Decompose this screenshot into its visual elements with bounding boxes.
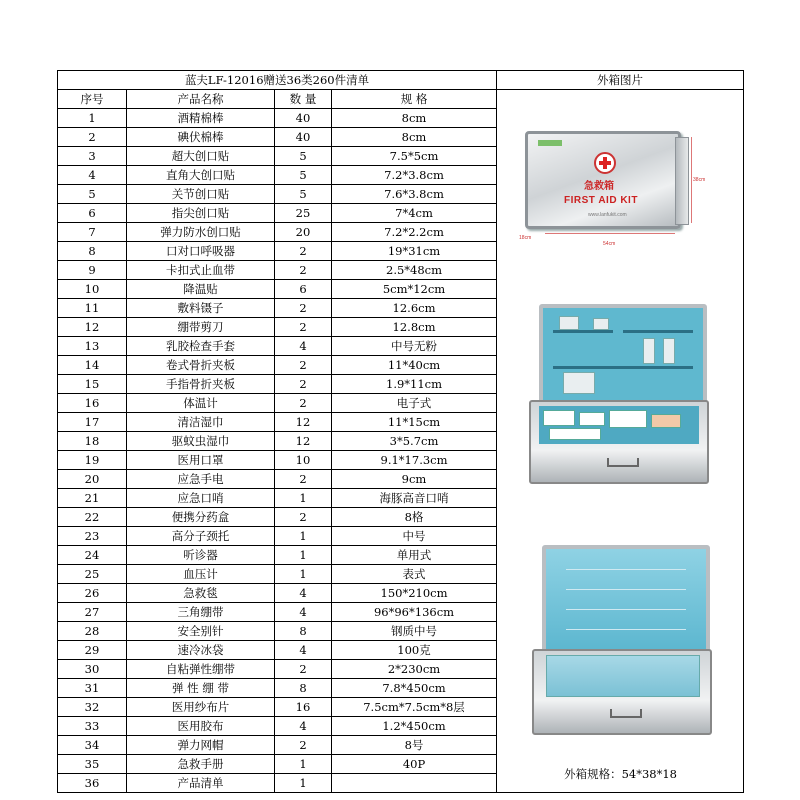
quantity: 25 (275, 204, 332, 223)
product-name: 急救毯 (127, 584, 275, 603)
spec: 1.9*11cm (332, 375, 497, 394)
column-header: 数 量 (275, 90, 332, 109)
case-handle (607, 458, 639, 467)
spec (332, 774, 497, 793)
dim-width: 54cm (603, 241, 616, 247)
product-name: 医用口罩 (127, 451, 275, 470)
spec: 海豚高音口哨 (332, 489, 497, 508)
case-label-en: FIRST AID KIT (564, 195, 638, 206)
row-index: 3 (58, 147, 127, 166)
row-index: 11 (58, 299, 127, 318)
checklist-table (57, 70, 744, 793)
checklist-sheet (57, 70, 743, 793)
spec: 表式 (332, 565, 497, 584)
list-title: 蓝夫LF-12016赠送36类260件清单 (58, 71, 497, 90)
row-index: 20 (58, 470, 127, 489)
product-name: 降温贴 (127, 280, 275, 299)
product-name: 超大创口贴 (127, 147, 275, 166)
row-index: 33 (58, 717, 127, 736)
quantity: 1 (275, 527, 332, 546)
quantity: 20 (275, 223, 332, 242)
product-name: 手指骨折夹板 (127, 375, 275, 394)
product-name: 听诊器 (127, 546, 275, 565)
quantity: 4 (275, 603, 332, 622)
quantity: 4 (275, 717, 332, 736)
quantity: 10 (275, 451, 332, 470)
product-name: 乳胶检查手套 (127, 337, 275, 356)
column-header: 产品名称 (127, 90, 275, 109)
quantity: 40 (275, 128, 332, 147)
quantity: 2 (275, 318, 332, 337)
spec: 19*31cm (332, 242, 497, 261)
spec: 7.5*5cm (332, 147, 497, 166)
row-index: 10 (58, 280, 127, 299)
product-name: 三角绷带 (127, 603, 275, 622)
spec: 7.5cm*7.5cm*8层 (332, 698, 497, 717)
row-index: 30 (58, 660, 127, 679)
quantity: 5 (275, 166, 332, 185)
spec: 9.1*17.3cm (332, 451, 497, 470)
row-index: 29 (58, 641, 127, 660)
row-index: 22 (58, 508, 127, 527)
spec: 中号 (332, 527, 497, 546)
spec: 3*5.7cm (332, 432, 497, 451)
quantity: 1 (275, 489, 332, 508)
spec: 钢质中号 (332, 622, 497, 641)
product-name: 弹力网帽 (127, 736, 275, 755)
spec: 2*230cm (332, 660, 497, 679)
open-case-photo (529, 304, 711, 494)
product-name: 应急手电 (127, 470, 275, 489)
row-index: 12 (58, 318, 127, 337)
product-name: 直角大创口贴 (127, 166, 275, 185)
case-url: www.lanfukit.com (588, 212, 627, 218)
row-index: 26 (58, 584, 127, 603)
title-row (58, 71, 744, 90)
row-index: 6 (58, 204, 127, 223)
quantity: 8 (275, 622, 332, 641)
product-name: 安全别针 (127, 622, 275, 641)
product-name: 敷料镊子 (127, 299, 275, 318)
spec: 100克 (332, 641, 497, 660)
row-index: 19 (58, 451, 127, 470)
quantity: 1 (275, 774, 332, 793)
spec: 9cm (332, 470, 497, 489)
row-index: 9 (58, 261, 127, 280)
spec: 40P (332, 755, 497, 774)
dim-height: 38cm (693, 177, 706, 183)
dim-depth: 18cm (519, 235, 532, 241)
quantity: 4 (275, 337, 332, 356)
product-name: 自粘弹性绷带 (127, 660, 275, 679)
product-name: 医用纱布片 (127, 698, 275, 717)
quantity: 2 (275, 261, 332, 280)
row-index: 36 (58, 774, 127, 793)
product-name: 卡扣式止血带 (127, 261, 275, 280)
column-header: 规 格 (332, 90, 497, 109)
spec: 8cm (332, 128, 497, 147)
row-index: 7 (58, 223, 127, 242)
row-index: 34 (58, 736, 127, 755)
spec: 12.8cm (332, 318, 497, 337)
column-header-row (58, 90, 744, 109)
product-name: 清洁湿巾 (127, 413, 275, 432)
row-index: 17 (58, 413, 127, 432)
row-index: 23 (58, 527, 127, 546)
product-name: 高分子颈托 (127, 527, 275, 546)
quantity: 4 (275, 641, 332, 660)
product-name: 关节创口贴 (127, 185, 275, 204)
spec: 7.8*450cm (332, 679, 497, 698)
row-index: 28 (58, 622, 127, 641)
spec: 11*40cm (332, 356, 497, 375)
product-name: 碘伏棉棒 (127, 128, 275, 147)
quantity: 4 (275, 584, 332, 603)
row-index: 15 (58, 375, 127, 394)
case-handle (610, 709, 642, 718)
row-index: 35 (58, 755, 127, 774)
case-label-cn: 急救箱 (584, 181, 615, 192)
product-name: 体温计 (127, 394, 275, 413)
red-cross-icon (594, 152, 616, 174)
spec: 2.5*48cm (332, 261, 497, 280)
spec: 12.6cm (332, 299, 497, 318)
quantity: 2 (275, 242, 332, 261)
row-index: 25 (58, 565, 127, 584)
row-index: 31 (58, 679, 127, 698)
quantity: 12 (275, 413, 332, 432)
image-header: 外箱图片 (497, 71, 744, 90)
spec: 7.2*2.2cm (332, 223, 497, 242)
row-index: 14 (58, 356, 127, 375)
row-index: 27 (58, 603, 127, 622)
row-index: 24 (58, 546, 127, 565)
quantity: 2 (275, 394, 332, 413)
product-name: 急救手册 (127, 755, 275, 774)
spec: 8cm (332, 109, 497, 128)
quantity: 8 (275, 679, 332, 698)
product-name: 医用胶布 (127, 717, 275, 736)
spec: 1.2*450cm (332, 717, 497, 736)
product-name: 口对口呼吸器 (127, 242, 275, 261)
product-name: 产品清单 (127, 774, 275, 793)
row-index: 2 (58, 128, 127, 147)
product-name: 酒精棉棒 (127, 109, 275, 128)
row-index: 16 (58, 394, 127, 413)
spec: 5cm*12cm (332, 280, 497, 299)
quantity: 5 (275, 147, 332, 166)
spec: 7*4cm (332, 204, 497, 223)
product-name: 速冷冰袋 (127, 641, 275, 660)
quantity: 1 (275, 546, 332, 565)
spec: 150*210cm (332, 584, 497, 603)
quantity: 1 (275, 565, 332, 584)
row-index: 5 (58, 185, 127, 204)
quantity: 2 (275, 736, 332, 755)
spec: 8格 (332, 508, 497, 527)
product-name: 应急口哨 (127, 489, 275, 508)
product-name: 绷带剪刀 (127, 318, 275, 337)
quantity: 6 (275, 280, 332, 299)
empty-case-photo (532, 545, 714, 740)
quantity: 2 (275, 299, 332, 318)
product-name: 指尖创口贴 (127, 204, 275, 223)
quantity: 2 (275, 660, 332, 679)
product-name: 便携分药盒 (127, 508, 275, 527)
quantity: 2 (275, 375, 332, 394)
product-name: 弹 性 绷 带 (127, 679, 275, 698)
quantity: 2 (275, 508, 332, 527)
case-images-cell (497, 90, 744, 793)
row-index: 13 (58, 337, 127, 356)
spec: 中号无粉 (332, 337, 497, 356)
outer-spec: 外箱规格：54*38*18 (564, 767, 677, 781)
quantity: 2 (275, 470, 332, 489)
spec: 单用式 (332, 546, 497, 565)
spec: 电子式 (332, 394, 497, 413)
spec: 8号 (332, 736, 497, 755)
quantity: 12 (275, 432, 332, 451)
spec: 7.2*3.8cm (332, 166, 497, 185)
spec: 96*96*136cm (332, 603, 497, 622)
closed-case-photo (519, 131, 706, 247)
row-index: 21 (58, 489, 127, 508)
spec: 7.6*3.8cm (332, 185, 497, 204)
row-index: 8 (58, 242, 127, 261)
column-header: 序号 (58, 90, 127, 109)
product-name: 卷式骨折夹板 (127, 356, 275, 375)
quantity: 2 (275, 356, 332, 375)
row-index: 4 (58, 166, 127, 185)
product-name: 驱蚊虫湿巾 (127, 432, 275, 451)
quantity: 40 (275, 109, 332, 128)
product-name: 血压计 (127, 565, 275, 584)
row-index: 18 (58, 432, 127, 451)
row-index: 1 (58, 109, 127, 128)
quantity: 5 (275, 185, 332, 204)
row-index: 32 (58, 698, 127, 717)
spec: 11*15cm (332, 413, 497, 432)
quantity: 16 (275, 698, 332, 717)
quantity: 1 (275, 755, 332, 774)
product-name: 弹力防水创口贴 (127, 223, 275, 242)
